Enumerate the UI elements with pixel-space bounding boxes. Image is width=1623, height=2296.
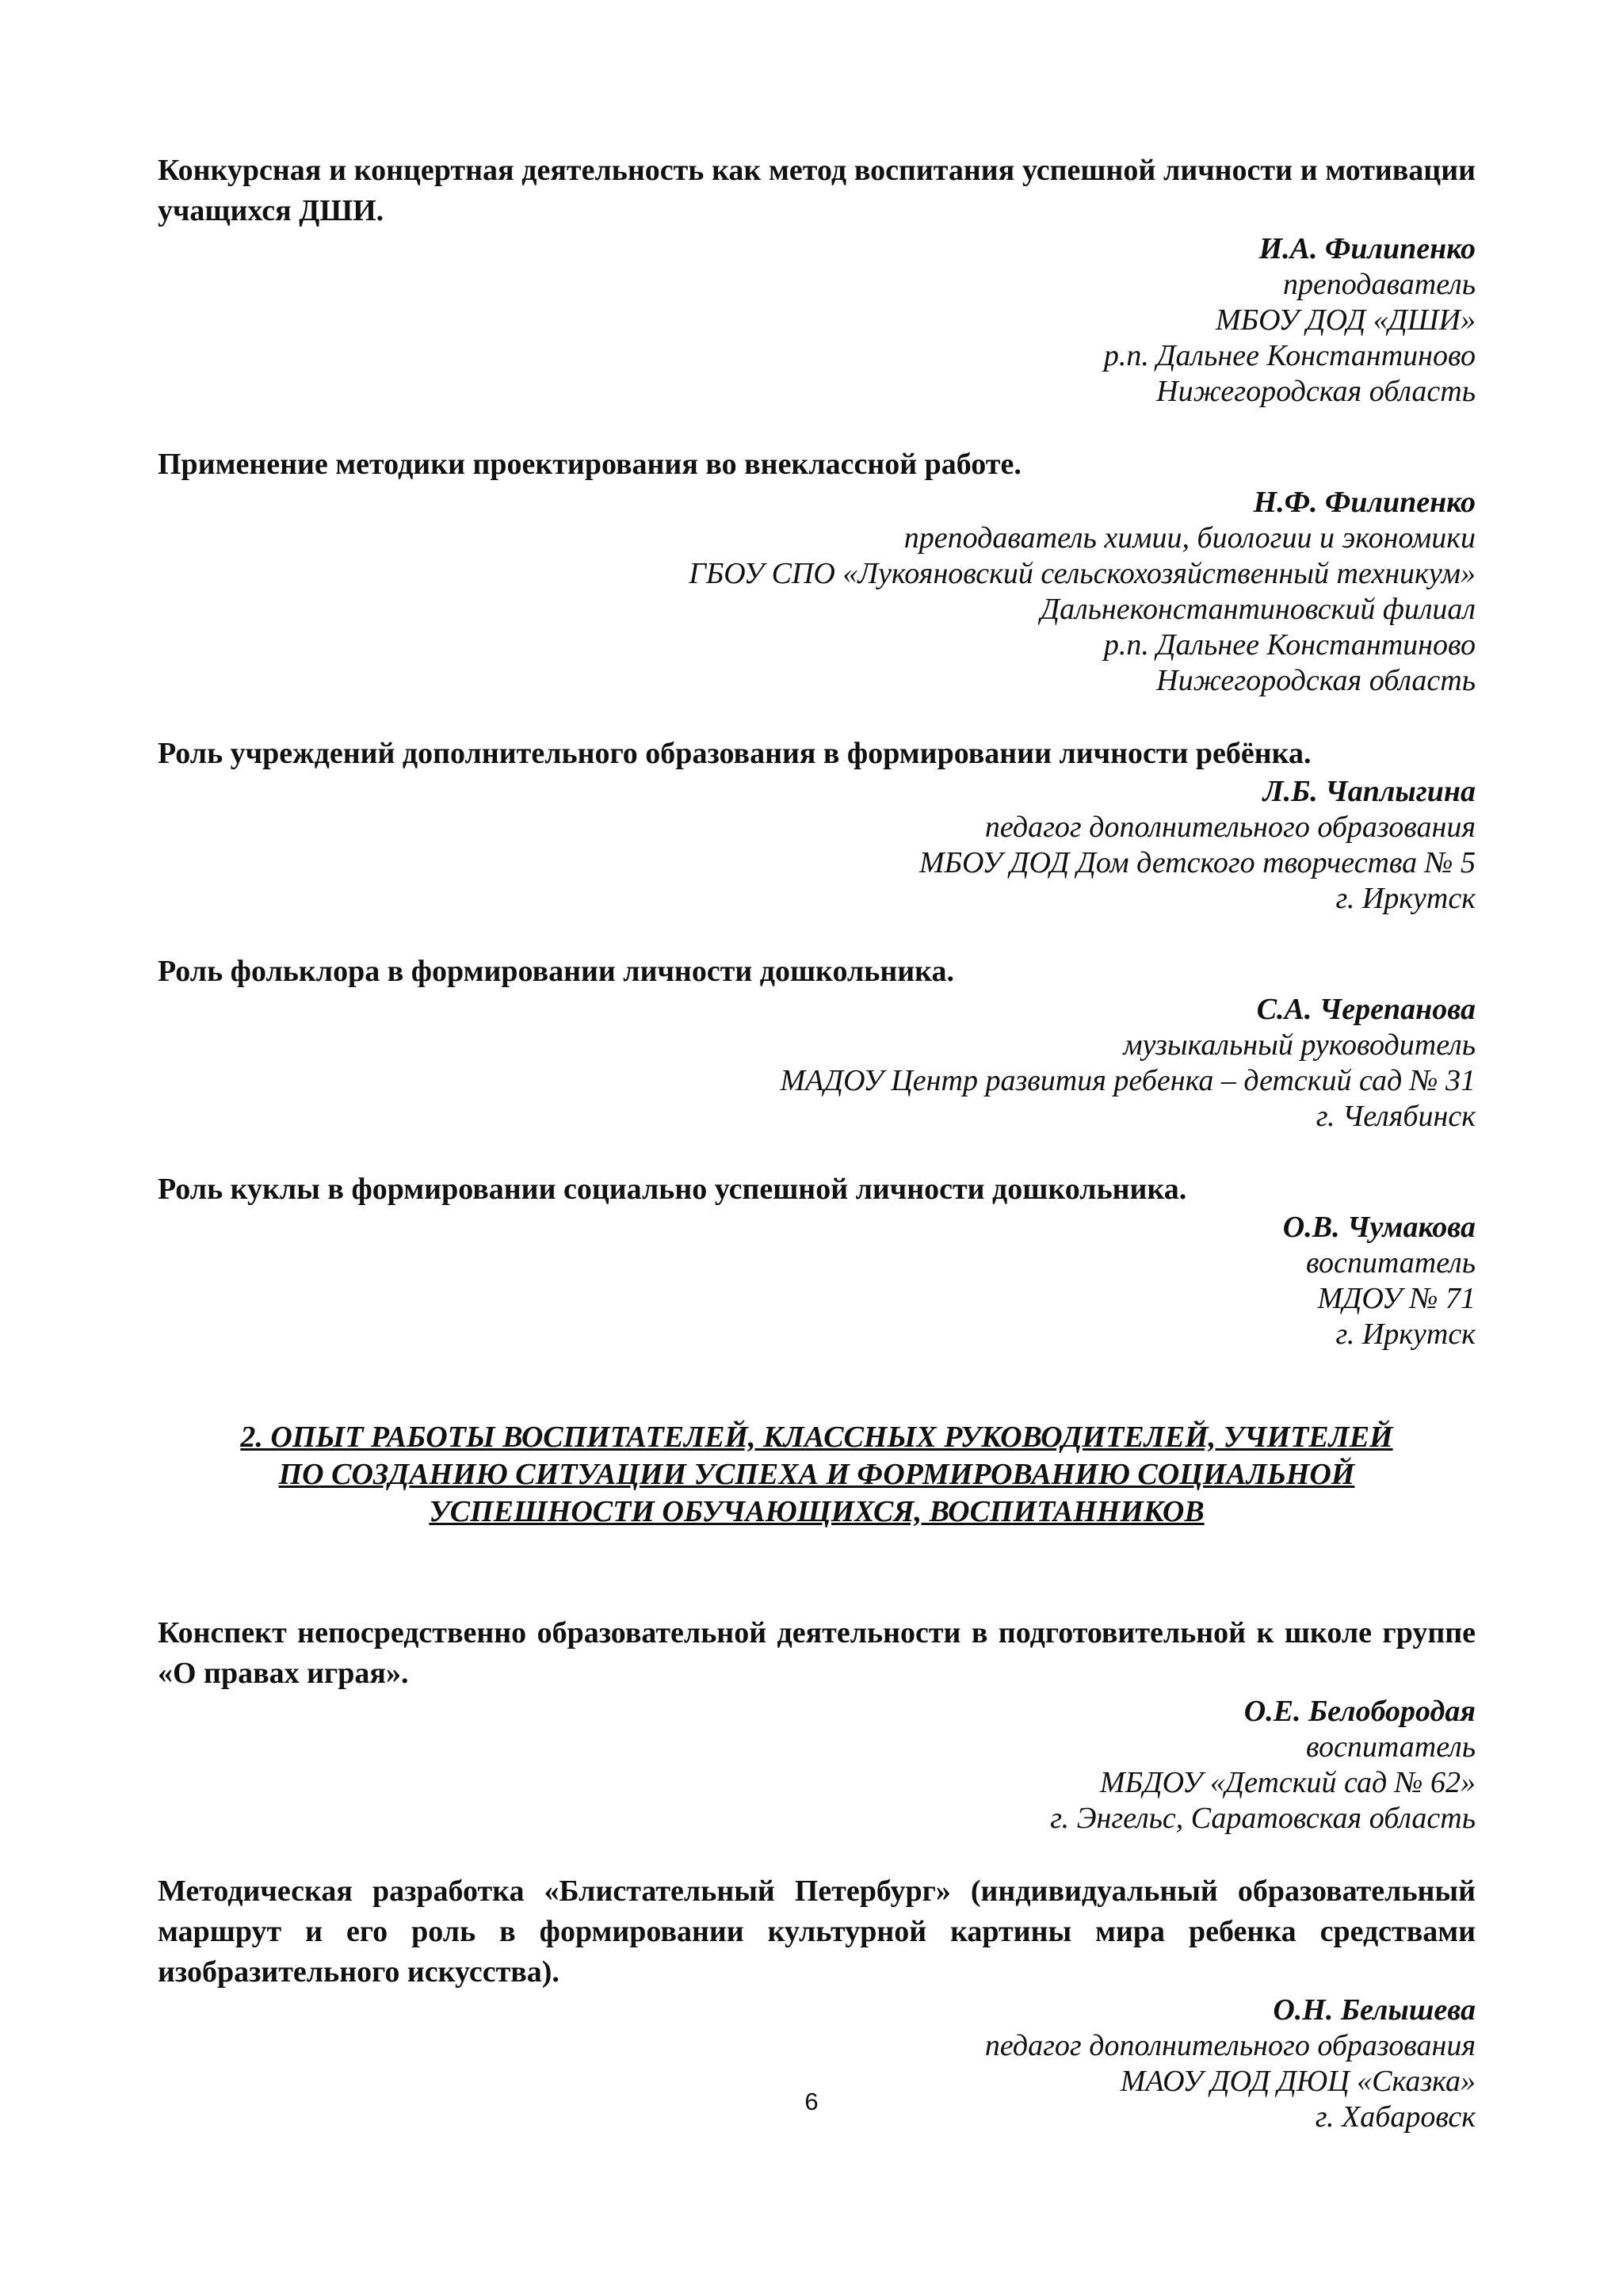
author-name: И.А. Филипенко [1258,232,1476,265]
document-page [158,151,1476,2170]
author-affiliation-line: г. Иркутск [1335,1318,1476,1351]
author-affiliation-line: Дальнеконстантиновский филиал [1040,593,1476,626]
entry-title: Применение методики проектирования во внеклассной работе. [158,448,1022,481]
author-affiliation-line: Нижегородская область [1156,375,1476,408]
entry-title: Роль учреждений дополнительного образования в формировании личности ребёнка. [158,737,1312,770]
author-affiliation-line: МБОУ ДОД Дом детского творчества № 5 [918,846,1476,879]
author-affiliation-line: МАОУ ДОД ДЮЦ «Сказка» [1120,2065,1476,2098]
entries-list [158,151,1476,1352]
entry-title: Методическая разработка «Блистательный Петербург» (индивидуальный образовательный маршрут и его роль в формировании культурной картины мира ребенка средствами изобразительного искусства). [158,1875,1476,1989]
author-affiliation-line: г. Челябинск [1316,1100,1476,1133]
author-affiliation-line: воспитатель [1306,1246,1476,1280]
entry [158,734,1476,917]
author-affiliation-line: педагог дополнительного образования [984,810,1476,844]
author-affiliation-line: р.п. Дальнее Константиново [1103,339,1476,372]
author-affiliation-line: МБОУ ДОД «ДШИ» [1216,303,1476,337]
author-affiliation-line: р.п. Дальнее Константиново [1103,628,1476,662]
author-affiliation-line: Нижегородская область [1156,664,1476,697]
entry-title: Конспект непосредственно образовательной деятельности в подготовительной к школе группе «О правах играя». [158,1616,1476,1690]
author-affiliation-line: МДОУ № 71 [1317,1282,1476,1315]
author-block [158,1210,1476,1352]
entry [158,1169,1476,1352]
author-affiliation-line: МБДОУ «Детский сад № 62» [1099,1766,1476,1799]
entry [158,444,1476,699]
author-affiliation-line: воспитатель [1306,1730,1476,1764]
author-block [158,1694,1476,1836]
page-number: 6 [804,2088,819,2115]
author-block [158,774,1476,917]
author-affiliation-line: музыкальный руководитель [1123,1028,1476,1062]
author-affiliation-line: преподаватель [1282,268,1476,301]
entry [158,1613,1476,1836]
author-affiliation-line: ГБОУ СПО «Лукояновский сельскохозяйственный техникум» [689,557,1476,590]
author-affiliation-line: МАДОУ Центр развития ребенка – детский сад № 31 [780,1064,1476,1097]
author-affiliation-line: педагог дополнительного образования [984,2029,1476,2062]
entry [158,952,1476,1135]
author-affiliation-line: г. Энгельс, Саратовская область [1050,1802,1476,1835]
section-heading-line: УСПЕШНОСТИ ОБУЧАЮЩИХСЯ, ВОСПИТАННИКОВ [429,1495,1205,1528]
author-name: С.А. Черепанова [1256,993,1476,1026]
author-name: Л.Б. Чаплыгина [1262,775,1476,808]
author-name: О.Н. Белышева [1273,1993,1476,2027]
entry-title: Конкурсная и концертная деятельность как метод воспитания успешной личности и мотивации учащихся ДШИ. [158,154,1476,227]
entry [158,151,1476,410]
section-heading-line: ПО СОЗДАНИЮ СИТУАЦИИ УСПЕХА И ФОРМИРОВАНИЮ СОЦИАЛЬНОЙ [278,1458,1355,1491]
author-block [158,992,1476,1135]
section-heading-line: 2. ОПЫТ РАБОТЫ ВОСПИТАТЕЛЕЙ, КЛАССНЫХ РУКОВОДИТЕЛЕЙ, УЧИТЕЛЕЙ [240,1421,1393,1454]
entry-title: Роль фольклора в формировании личности дошкольника. [158,955,954,988]
author-block [158,485,1476,699]
author-affiliation-line: г. Иркутск [1335,882,1476,915]
entry-title: Роль куклы в формировании социально успешной личности дошкольника. [158,1173,1187,1206]
entries-list [158,1613,1476,2135]
author-affiliation-line: преподаватель химии, биологии и экономики [903,521,1476,555]
author-name: Н.Ф. Филипенко [1253,486,1476,519]
author-affiliation-line: г. Хабаровск [1315,2100,1476,2134]
author-block [158,231,1476,410]
section-heading [158,1419,1476,1531]
author-name: О.В. Чумакова [1282,1211,1476,1244]
author-name: О.Е. Белобородая [1243,1695,1476,1728]
